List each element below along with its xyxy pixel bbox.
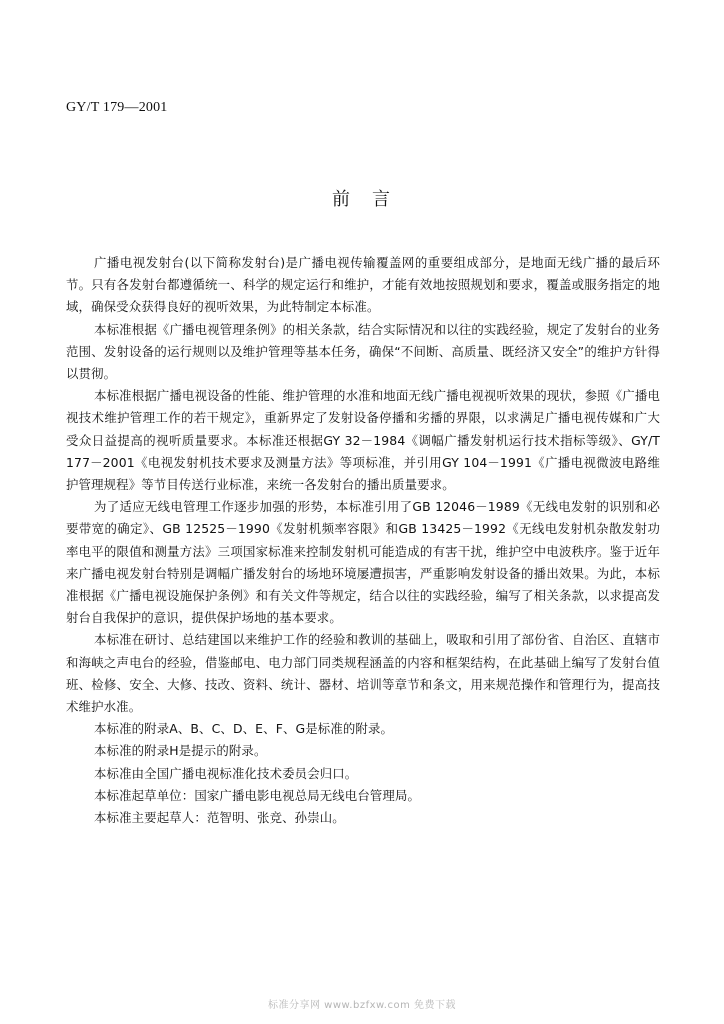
- paragraph-normative-annexes: 本标准的附录A、B、C、D、E、F、G是标准的附录。: [94, 721, 394, 737]
- page-title: 前 言: [332, 189, 392, 210]
- document-code: GY/T 179—2001: [66, 100, 168, 115]
- paragraph-purpose: 广播电视发射台(以下简称发射台)是广播电视传输覆盖网的重要组成部分，是地面无线广播的最后环节。只有各发射台都遵循统一、科学的规定运行和维护，才能有效地按照规划和要求，覆盖或服务指定的地域，确保受众获得良好的视听效果，为此特制定本标准。: [66, 255, 660, 315]
- paragraph-radio-management: 为了适应无线电管理工作逐步加强的形势，本标准引用了GB 12046－1989《无线电发射的识别和必要带宽的确定》、GB 12525－1990《发射机频率容限》和GB 13425－1992《无线电发射机杂散发射功率电平的限值和测量方法》三项国家标准来控制发射机可能造成的有害干扰，维护空中电波秩序。鉴于近年来广播电视发射台特别是调幅广播发射台的场地环境屡遭损害，严重影响发射设备的播出效果。为此，本标准根据《广播电视设施保护条例》和有关文件等规定，结合以往的实践经验，编写了相关条款，以求提高发射台自我保护的意识，提供保护场地的基本要求。: [66, 499, 660, 626]
- paragraph-drafting-unit: 本标准起草单位：国家广播电影电视总局无线电台管理局。: [94, 787, 421, 803]
- paragraph-drafters: 本标准主要起草人：范智明、张竞、孙崇山。: [94, 810, 345, 826]
- paragraph-experience: 本标准在研讨、总结建国以来维护工作的经验和教训的基础上，吸取和引用了部份省、自治区、直辖市和海峡之声电台的经验，借鉴邮电、电力部门同类规程涵盖的内容和框架结构，在此基础上编写了发射台值班、检修、安全、大修、技改、资料、统计、器材、培训等章节和条文，用来规范操作和管理行为，提高技术维护水准。: [66, 632, 660, 715]
- paragraph-informative-annex: 本标准的附录H是提示的附录。: [94, 743, 267, 759]
- preface-body: [66, 252, 660, 829]
- paragraph-quality: 本标准根据广播电视设备的性能、维护管理的水准和地面无线广播电视视听效果的现状，参照《广播电视技术维护管理工作的若干规定》，重新界定了发射设备停播和劣播的界限，以求满足广播电视传媒和广大受众日益提高的视听质量要求。本标准还根据GY 32－1984《调幅广播发射机运行技术指标等级》、GY/T 177－2001《电视发射机技术要求及测量方法》等项标准，并引用GY 104－1991《广播电视微波电路维护管理规程》等节目传送行业标准，来统一各发射台的播出质量要求。: [66, 388, 660, 493]
- paragraph-committee: 本标准由全国广播电视标准化技术委员会归口。: [94, 765, 358, 781]
- footer-watermark: 标准分享网 www.bzfxw.com 免费下载: [268, 1000, 456, 1011]
- paragraph-scope: 本标准根据《广播电视管理条例》的相关条款，结合实际情况和以往的实践经验，规定了发射台的业务范围、发射设备的运行规则以及维护管理等基本任务，确保“不间断、高质量、既经济又安全”的维护方针得以贯彻。: [66, 321, 660, 382]
